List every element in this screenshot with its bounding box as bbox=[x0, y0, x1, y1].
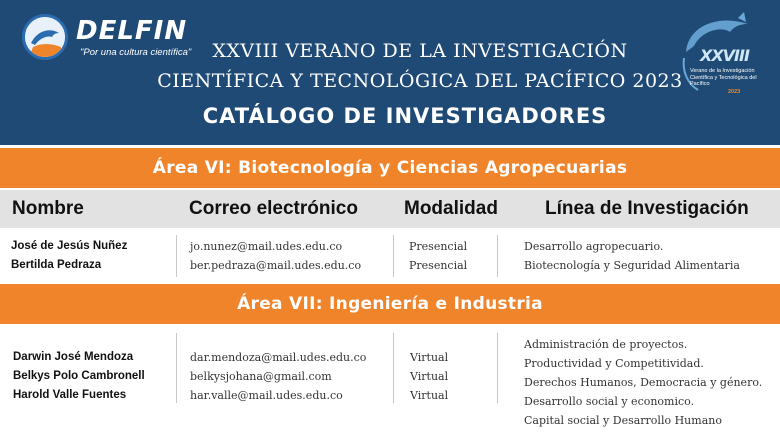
divider bbox=[176, 235, 177, 277]
logo-slogan: "Por una cultura científica" bbox=[80, 46, 192, 58]
event-badge bbox=[678, 12, 766, 98]
column-header-email: Correo electrónico bbox=[189, 198, 358, 219]
researcher-mode: Virtual bbox=[410, 370, 449, 383]
badge-number: XXVIII bbox=[700, 46, 749, 65]
column-header-mode: Modalidad bbox=[404, 198, 498, 219]
researcher-email: ber.pedraza@mail.udes.edu.co bbox=[190, 259, 362, 272]
divider bbox=[393, 333, 394, 403]
badge-year: 2023 bbox=[728, 89, 741, 95]
area-vii-title: Área VII: Ingeniería e Industria bbox=[0, 284, 780, 324]
researcher-email: har.valle@mail.udes.edu.co bbox=[190, 389, 343, 402]
research-line: Biotecnología y Seguridad Alimentaria bbox=[524, 259, 740, 272]
area-vi-title: Área VI: Biotecnología y Ciencias Agropecuarias bbox=[0, 148, 780, 188]
researcher-name: Harold Valle Fuentes bbox=[13, 389, 127, 401]
research-line: Administración de proyectos. bbox=[524, 338, 688, 351]
researcher-name: José de Jesús Nuñez bbox=[11, 240, 128, 252]
researcher-mode: Presencial bbox=[409, 240, 468, 253]
catalog-title: CATÁLOGO DE INVESTIGADORES bbox=[202, 104, 608, 128]
researcher-name: Darwin José Mendoza bbox=[13, 351, 134, 363]
column-header-row bbox=[0, 190, 780, 228]
researcher-name: Belkys Polo Cambronell bbox=[13, 370, 145, 382]
divider bbox=[497, 333, 498, 403]
researcher-mode: Virtual bbox=[410, 389, 449, 402]
column-header-line: Línea de Investigación bbox=[545, 198, 749, 219]
researcher-name: Bertilda Pedraza bbox=[11, 259, 102, 271]
divider bbox=[176, 333, 177, 403]
event-title-line1: XXVIII VERANO DE LA INVESTIGACIÓN bbox=[212, 40, 628, 62]
research-line: Desarrollo agropecuario. bbox=[524, 240, 664, 253]
research-line: Productividad y Competitividad. bbox=[524, 357, 704, 370]
research-line: Derechos Humanos, Democracia y género. bbox=[524, 376, 763, 389]
logo-name: DELFIN bbox=[76, 15, 188, 46]
researcher-mode: Presencial bbox=[409, 259, 468, 272]
researcher-mode: Virtual bbox=[410, 351, 449, 364]
research-line: Desarrollo social y economico. bbox=[524, 395, 695, 408]
divider bbox=[497, 235, 498, 277]
researcher-email: belkysjohana@gmail.com bbox=[190, 370, 332, 383]
badge-subtitle: Verano de la Investigación Científica y Tecnológica del Pacífico bbox=[690, 68, 757, 87]
event-title-line2: CIENTÍFICA Y TECNOLÓGICA DEL PACÍFICO 2023 bbox=[157, 70, 683, 92]
researcher-email: jo.nunez@mail.udes.edu.co bbox=[190, 240, 343, 253]
dolphin-logo-icon bbox=[22, 14, 68, 60]
column-header-name: Nombre bbox=[12, 198, 84, 219]
researcher-email: dar.mendoza@mail.udes.edu.co bbox=[190, 351, 367, 364]
research-line: Capital social y Desarrollo Humano bbox=[524, 414, 722, 427]
divider bbox=[393, 235, 394, 277]
header-banner bbox=[0, 0, 780, 145]
